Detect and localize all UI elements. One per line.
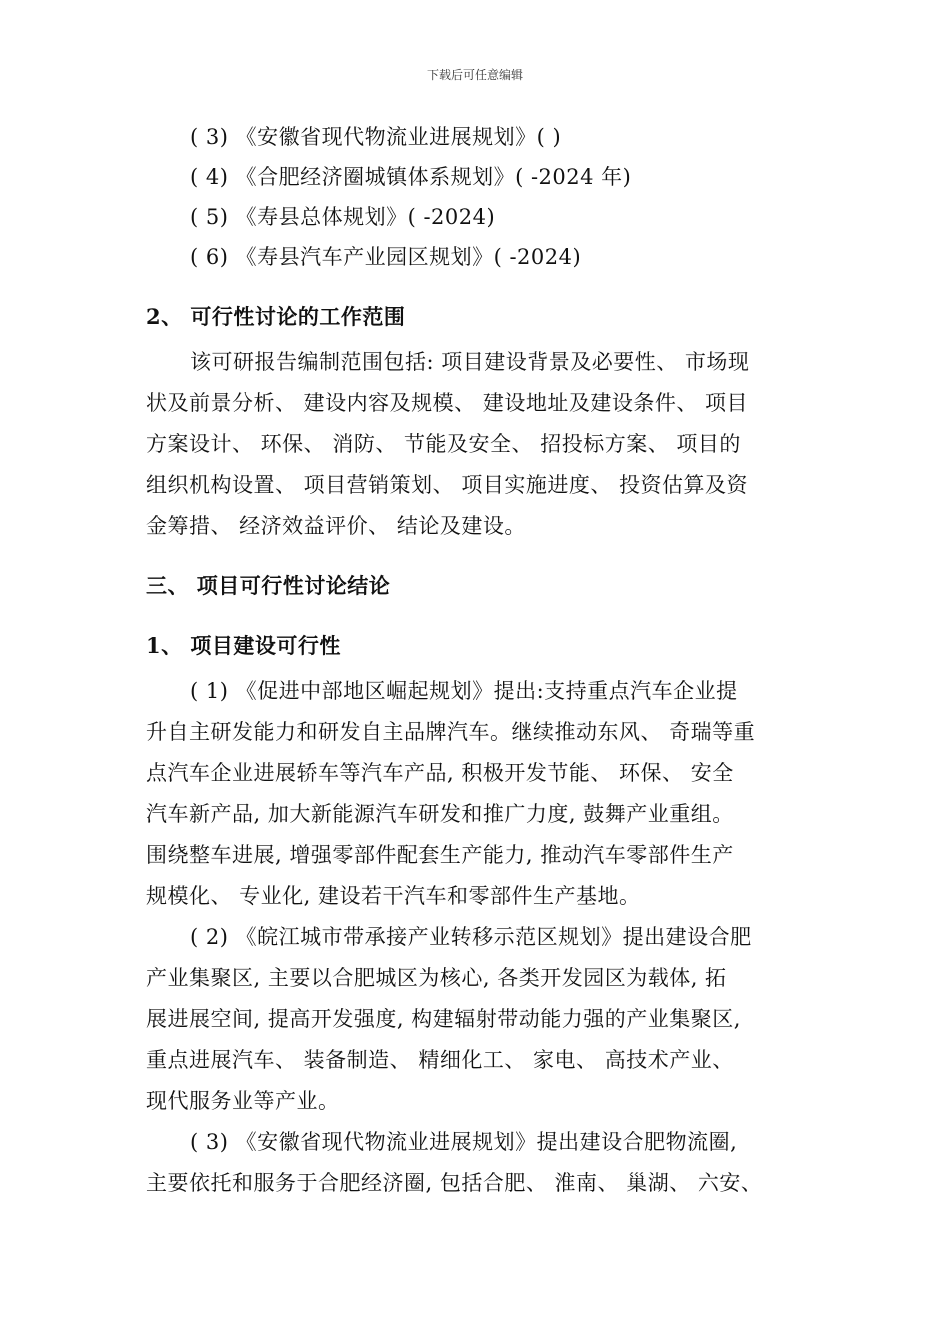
paragraph-line: 点汽车企业进展轿车等汽车产品, 积极开发节能、 环保、 安全 — [146, 761, 734, 785]
paragraph-line: ( 3) 《安徽省现代物流业进展规划》提出建设合肥物流圈, — [190, 1130, 738, 1154]
paragraph-line: 汽车新产品, 加大新能源汽车研发和推广力度, 鼓舞产业重组。 — [146, 802, 734, 826]
chapter-heading-conclusion: 三、 项目可行性讨论结论 — [146, 573, 391, 598]
paragraph-line: 状及前景分析、 建设内容及规模、 建设地址及建设条件、 项目 — [146, 391, 749, 415]
paragraph-line: ( 1) 《促进中部地区崛起规划》提出:支持重点汽车企业提 — [190, 679, 738, 703]
paragraph-line: 重点进展汽车、 装备制造、 精细化工、 家电、 高技术产业、 — [146, 1048, 734, 1072]
paragraph-line: 方案设计、 环保、 消防、 节能及安全、 招投标方案、 项目的 — [146, 432, 741, 456]
paragraph-line: 组织机构设置、 项目营销策划、 项目实施进度、 投资估算及资 — [146, 473, 749, 497]
paragraph-line: 金筹措、 经济效益评价、 结论及建设。 — [146, 514, 526, 538]
paragraph-line: 现代服务业等产业。 — [146, 1089, 340, 1113]
page-header: 下载后可任意编辑 — [426, 68, 523, 82]
paragraph-line: 该可研报告编制范围包括: 项目建设背景及必要性、 市场现 — [190, 350, 750, 374]
ref-item-5: ( 5) 《寿县总体规划》( -2024) — [190, 205, 496, 229]
paragraph-line: 升自主研发能力和研发自主品牌汽车。继续推动东风、 奇瑞等重 — [146, 720, 756, 744]
paragraph-line: 规模化、 专业化, 建设若干汽车和零部件生产基地。 — [146, 884, 641, 908]
paragraph-line: 产业集聚区, 主要以合肥城区为核心, 各类开发园区为载体, 拓 — [146, 966, 727, 990]
section-heading-scope: 2、 可行性讨论的工作范围 — [146, 304, 406, 329]
paragraph-line: ( 2) 《皖江城市带承接产业转移示范区规划》提出建设合肥 — [190, 925, 752, 949]
paragraph-line: 展进展空间, 提高开发强度, 构建辐射带动能力强的产业集聚区, — [146, 1007, 741, 1031]
ref-item-3: ( 3) 《安徽省现代物流业进展规划》( ) — [190, 125, 562, 149]
ref-item-4: ( 4) 《合肥经济圈城镇体系规划》( -2024 年) — [190, 165, 632, 189]
paragraph-line: 围绕整车进展, 增强零部件配套生产能力, 推动汽车零部件生产 — [146, 843, 734, 867]
paragraph-line: 主要依托和服务于合肥经济圈, 包括合肥、 淮南、 巢湖、 六安、 — [146, 1171, 763, 1195]
section-heading-feasibility: 1、 项目建设可行性 — [146, 633, 341, 658]
ref-item-6: ( 6) 《寿县汽车产业园区规划》( -2024) — [190, 245, 582, 269]
